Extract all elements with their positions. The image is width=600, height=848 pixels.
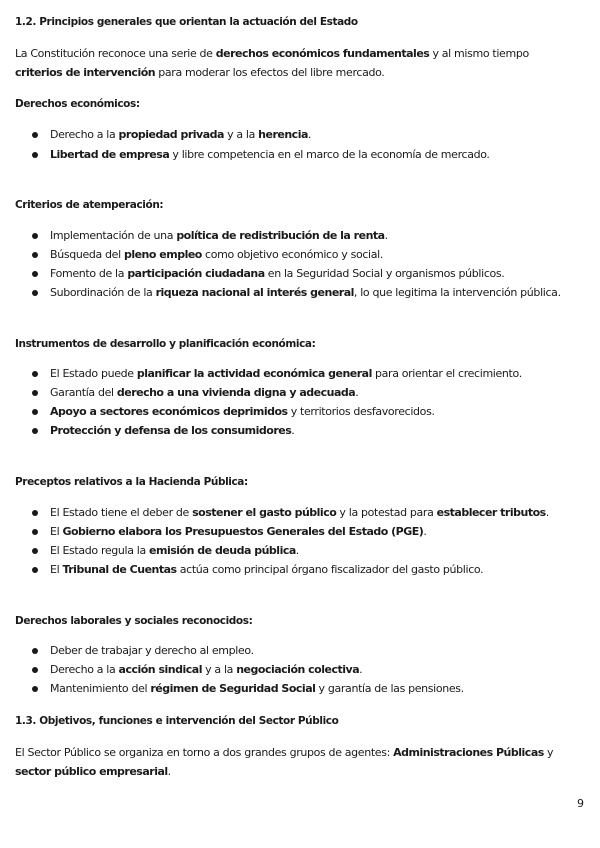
bullet-icon <box>32 271 38 277</box>
bold-term: Protección y defensa de los consumidores <box>50 424 292 437</box>
bullet-icon <box>32 390 38 396</box>
bold-term: criterios de intervención <box>15 66 156 79</box>
paragraph-line: criterios de intervención para moderar los efectos del libre mercado. <box>15 66 385 79</box>
bold-term: riqueza nacional al interés general <box>155 286 354 299</box>
bullet-icon <box>32 233 38 239</box>
list-item: Derecho a la propiedad privada y a la herencia. <box>50 128 312 141</box>
bold-term: Tribunal de Cuentas <box>62 563 177 576</box>
paragraph-line: sector público empresarial. <box>15 765 171 778</box>
list-item: Implementación de una política de redistribución de la renta. <box>50 229 388 242</box>
list-item: Garantía del derecho a una vivienda digna y adecuada. <box>50 386 359 399</box>
bold-term: política de redistribución de la renta <box>176 229 385 242</box>
list-item: Búsqueda del pleno empleo como objetivo económico y social. <box>50 248 383 261</box>
page-number: 9 <box>577 797 584 810</box>
list-item: Libertad de empresa y libre competencia en el marco de la economía de mercado. <box>50 148 490 161</box>
paragraph-line: La Constitución reconoce una serie de derechos económicos fundamentales y al mismo tiempo <box>15 47 529 60</box>
bullet-icon <box>32 132 38 138</box>
list-item: El Estado regula la emisión de deuda pública. <box>50 544 299 557</box>
bullet-icon <box>32 152 38 158</box>
group-title: Preceptos relativos a la Hacienda Pública: <box>15 476 248 488</box>
bold-term: pleno empleo <box>123 248 202 261</box>
bold-term: sostener el gasto público <box>192 506 337 519</box>
bold-term: derechos económicos fundamentales <box>215 47 430 60</box>
paragraph-line: El Sector Público se organiza en torno a dos grandes grupos de agentes: Administraciones Públicas y <box>15 746 554 759</box>
list-item: Derecho a la acción sindical y a la negociación colectiva. <box>50 663 363 676</box>
bold-term: herencia <box>258 128 308 141</box>
list-item: El Gobierno elabora los Presupuestos Generales del Estado (PGE). <box>50 525 427 538</box>
bullet-icon <box>32 290 38 296</box>
bold-term: participación ciudadana <box>127 267 265 280</box>
section-heading: 1.3. Objetivos, funciones e intervención del Sector Público <box>15 715 339 727</box>
bold-term: Apoyo a sectores económicos deprimidos <box>50 405 288 418</box>
list-item: El Estado tiene el deber de sostener el gasto público y la potestad para establecer tributos. <box>50 506 549 519</box>
bullet-icon <box>32 548 38 554</box>
group-title: Instrumentos de desarrollo y planificación económica: <box>15 338 316 350</box>
bold-term: régimen de Seguridad Social <box>150 682 316 695</box>
list-item: Fomento de la participación ciudadana en la Seguridad Social y organismos públicos. <box>50 267 505 280</box>
bullet-icon <box>32 371 38 377</box>
bold-term: emisión de deuda pública <box>149 544 296 557</box>
group-title: Derechos económicos: <box>15 98 140 110</box>
bullet-icon <box>32 428 38 434</box>
bullet-icon <box>32 567 38 573</box>
bullet-icon <box>32 409 38 415</box>
group-title: Derechos laborales y sociales reconocidos: <box>15 615 253 627</box>
bold-term: Administraciones Públicas <box>393 746 544 759</box>
bold-term: Gobierno elabora los Presupuestos Generales del Estado (PGE) <box>62 525 424 538</box>
bold-term: planificar la actividad económica general <box>136 367 372 380</box>
bullet-icon <box>32 529 38 535</box>
list-item: Mantenimiento del régimen de Seguridad Social y garantía de las pensiones. <box>50 682 464 695</box>
bold-term: negociación colectiva <box>236 663 360 676</box>
bullet-icon <box>32 648 38 654</box>
bullet-icon <box>32 252 38 258</box>
list-item: Subordinación de la riqueza nacional al interés general, lo que legitima la intervención pública. <box>50 286 561 299</box>
bold-term: Libertad de empresa <box>50 148 170 161</box>
list-item: Apoyo a sectores económicos deprimidos y territorios desfavorecidos. <box>50 405 435 418</box>
bold-term: derecho a una vivienda digna y adecuada <box>116 386 356 399</box>
bullet-icon <box>32 510 38 516</box>
bullet-icon <box>32 667 38 673</box>
bold-term: acción sindical <box>118 663 202 676</box>
list-item: Protección y defensa de los consumidores. <box>50 424 295 437</box>
bold-term: propiedad privada <box>118 128 224 141</box>
list-item: El Estado puede planificar la actividad económica general para orientar el crecimiento. <box>50 367 522 380</box>
section-heading: 1.2. Principios generales que orientan la actuación del Estado <box>15 16 358 28</box>
list-item: El Tribunal de Cuentas actúa como principal órgano fiscalizador del gasto público. <box>50 563 484 576</box>
bullet-icon <box>32 686 38 692</box>
list-item: Deber de trabajar y derecho al empleo. <box>50 644 254 657</box>
bold-term: establecer tributos <box>436 506 546 519</box>
group-title: Criterios de atemperación: <box>15 199 164 211</box>
bold-term: sector público empresarial <box>15 765 168 778</box>
